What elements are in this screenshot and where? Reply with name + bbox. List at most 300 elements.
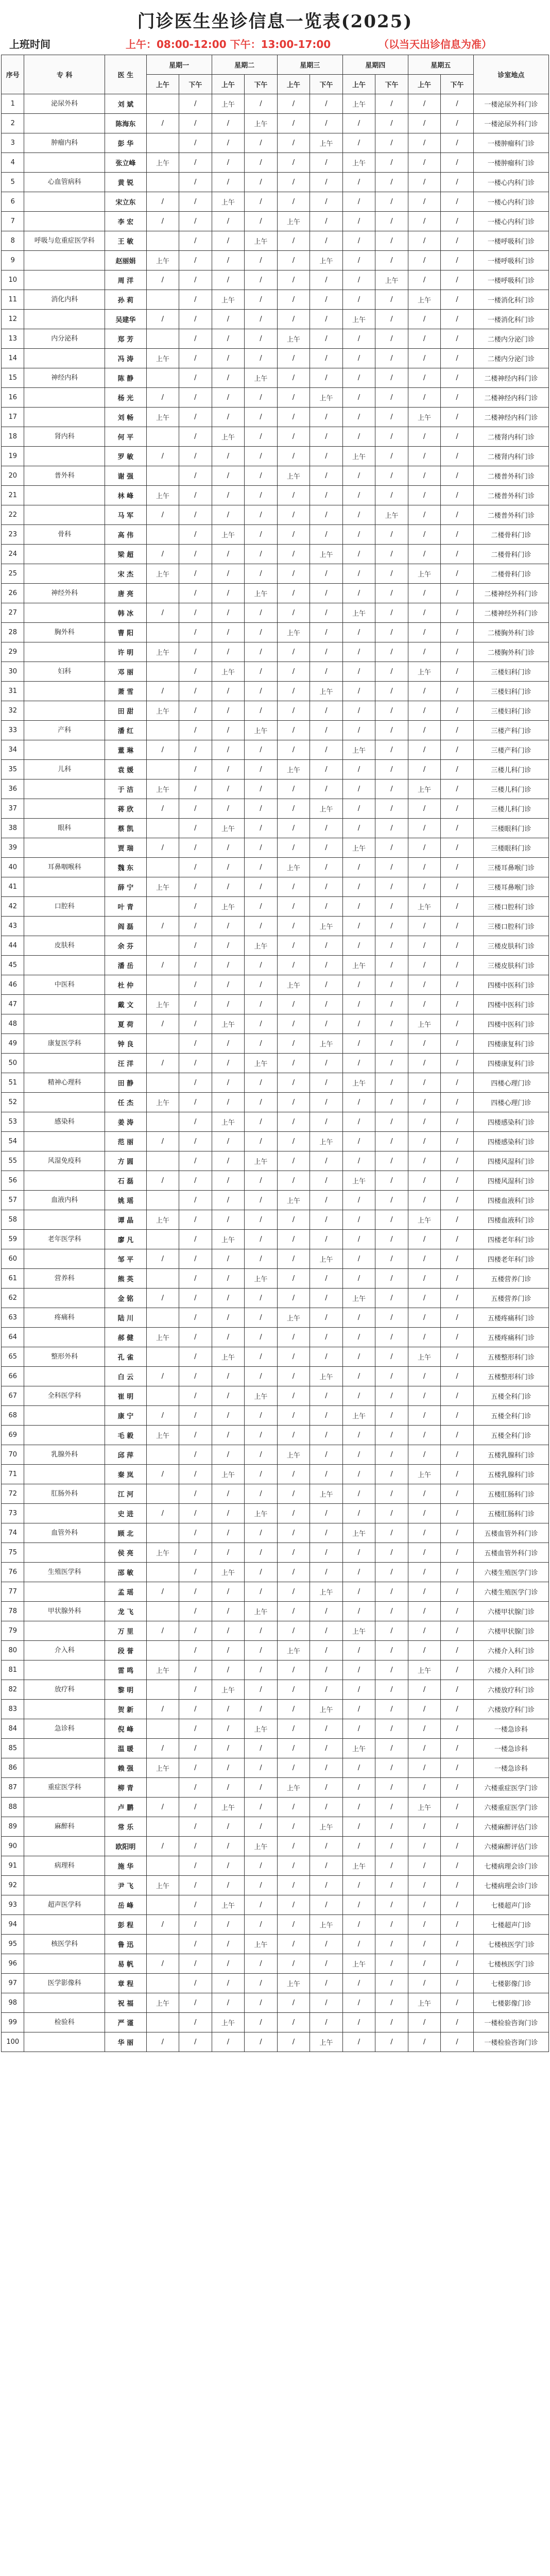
row-location: 五楼疼痛科门诊	[473, 1328, 548, 1347]
row-dept: 呼吸与危重症医学科	[24, 231, 105, 251]
row-index: 39	[2, 838, 24, 858]
row-index: 90	[2, 1837, 24, 1856]
slot-am-cell: /	[277, 1837, 310, 1856]
slot-pm-cell: /	[375, 1406, 408, 1426]
slot-am-cell: /	[277, 1093, 310, 1112]
row-location: 五楼乳腺科门诊	[473, 1445, 548, 1465]
row-index: 51	[2, 1073, 24, 1093]
slot-am-cell: /	[212, 1993, 245, 2013]
slot-pm-cell: /	[375, 1758, 408, 1778]
slot-am-cell: /	[342, 1798, 375, 1817]
row-index: 67	[2, 1386, 24, 1406]
slot-pm-cell: /	[441, 1778, 474, 1798]
row-index: 46	[2, 975, 24, 995]
slot-pm-cell: /	[375, 1504, 408, 1523]
row-dept	[24, 251, 105, 270]
slot-pm-cell: /	[310, 329, 343, 349]
table-row	[2, 1602, 549, 1621]
row-index: 77	[2, 1582, 24, 1602]
slot-am-cell: /	[342, 1034, 375, 1054]
slot-pm-cell: /	[441, 427, 474, 447]
table-row	[2, 1073, 549, 1093]
row-doctor: 田 甜	[105, 701, 146, 721]
row-index: 43	[2, 917, 24, 936]
row-location: 四楼风湿科门诊	[473, 1171, 548, 1191]
row-dept	[24, 1621, 105, 1641]
slot-am-cell: /	[342, 1895, 375, 1915]
slot-am-cell: /	[342, 1191, 375, 1210]
slot-am-cell: /	[212, 975, 245, 995]
slot-am-cell: /	[277, 701, 310, 721]
slot-am-cell: /	[342, 1112, 375, 1132]
row-index: 9	[2, 251, 24, 270]
row-doctor: 秦 岚	[105, 1465, 146, 1484]
slot-pm-cell: /	[441, 1993, 474, 2013]
slot-pm-cell: /	[310, 1504, 343, 1523]
row-dept	[24, 1582, 105, 1602]
slot-am-cell	[146, 1073, 179, 1093]
slot-am-cell: /	[408, 995, 441, 1014]
row-doctor: 邓 丽	[105, 662, 146, 682]
slot-pm-cell: /	[441, 799, 474, 819]
row-index: 72	[2, 1484, 24, 1504]
table-row	[2, 799, 549, 819]
slot-am-cell: /	[342, 192, 375, 212]
row-index: 22	[2, 505, 24, 525]
row-location: 五楼血管外科门诊	[473, 1523, 548, 1543]
slot-am-cell	[146, 1484, 179, 1504]
slot-pm-cell: /	[245, 642, 278, 662]
row-doctor: 龙 飞	[105, 1602, 146, 1621]
slot-am-cell	[146, 133, 179, 153]
table-row	[2, 1582, 549, 1602]
slot-am-cell: 上午	[146, 1876, 179, 1895]
slot-pm-cell: /	[441, 270, 474, 290]
table-row	[2, 760, 549, 779]
slot-pm-cell: /	[441, 1974, 474, 1993]
row-index: 20	[2, 466, 24, 486]
row-dept	[24, 838, 105, 858]
row-dept: 儿科	[24, 760, 105, 779]
slot-pm-cell: /	[375, 1935, 408, 1954]
slot-am-cell: /	[342, 1915, 375, 1935]
slot-pm-cell: /	[441, 1876, 474, 1895]
table-row	[2, 1328, 549, 1347]
slot-pm-cell: /	[441, 1719, 474, 1739]
slot-pm-cell: /	[375, 682, 408, 701]
slot-pm-cell: /	[375, 858, 408, 877]
slot-pm-cell: /	[375, 173, 408, 192]
row-location: 四楼感染科门诊	[473, 1112, 548, 1132]
slot-am-cell: /	[146, 1014, 179, 1034]
slot-am-cell: /	[146, 1132, 179, 1151]
slot-pm-cell: /	[375, 1230, 408, 1249]
row-dept: 超声医学科	[24, 1895, 105, 1915]
slot-am-cell: 上午	[277, 212, 310, 231]
slot-am-cell: /	[342, 212, 375, 231]
row-location: 五楼整形科门诊	[473, 1347, 548, 1367]
slot-am-cell: /	[342, 584, 375, 603]
slot-pm-cell: /	[375, 349, 408, 368]
slot-pm-cell: /	[310, 1073, 343, 1093]
row-doctor: 江 河	[105, 1484, 146, 1504]
slot-am-cell: 上午	[146, 1093, 179, 1112]
row-doctor: 陈 静	[105, 368, 146, 388]
slot-pm-cell: /	[179, 1406, 212, 1426]
slot-pm-cell: /	[310, 1876, 343, 1895]
slot-am-cell: /	[212, 1582, 245, 1602]
row-location: 一楼泌尿外科门诊	[473, 114, 548, 133]
row-doctor: 易 帆	[105, 1954, 146, 1974]
slot-pm-cell: /	[245, 1563, 278, 1582]
slot-am-cell: /	[277, 505, 310, 525]
slot-pm-cell: /	[441, 1621, 474, 1641]
row-dept	[24, 1660, 105, 1680]
slot-pm-cell: /	[245, 1367, 278, 1386]
table-row	[2, 838, 549, 858]
row-doctor: 邱 萍	[105, 1445, 146, 1465]
slot-am-cell: /	[342, 525, 375, 545]
slot-am-cell: /	[408, 133, 441, 153]
slot-pm-cell: /	[179, 133, 212, 153]
slot-pm-cell: /	[310, 408, 343, 427]
slot-am-cell: /	[212, 701, 245, 721]
row-doctor: 郝 健	[105, 1328, 146, 1347]
slot-am-cell: /	[408, 329, 441, 349]
header-am: 上午	[277, 75, 310, 94]
slot-am-cell: /	[342, 1876, 375, 1895]
slot-am-cell: /	[277, 1993, 310, 2013]
table-row	[2, 231, 549, 251]
slot-am-cell: 上午	[277, 1308, 310, 1328]
slot-pm-cell: /	[375, 1367, 408, 1386]
table-row	[2, 1680, 549, 1700]
slot-am-cell: 上午	[146, 251, 179, 270]
row-index: 38	[2, 819, 24, 838]
slot-pm-cell: /	[375, 1151, 408, 1171]
slot-pm-cell: /	[310, 1269, 343, 1289]
slot-pm-cell: 上午	[245, 114, 278, 133]
slot-pm-cell: /	[441, 114, 474, 133]
row-dept	[24, 877, 105, 897]
row-doctor: 邵 敏	[105, 1563, 146, 1582]
row-index: 64	[2, 1328, 24, 1347]
slot-pm-cell: /	[441, 1798, 474, 1817]
slot-pm-cell: 上午	[245, 936, 278, 956]
table-row	[2, 270, 549, 290]
slot-am-cell: /	[146, 1504, 179, 1523]
slot-pm-cell: /	[245, 192, 278, 212]
slot-am-cell: /	[212, 1406, 245, 1426]
slot-am-cell: /	[212, 1602, 245, 1621]
slot-pm-cell: /	[245, 466, 278, 486]
row-location: 三楼儿科门诊	[473, 799, 548, 819]
slot-pm-cell: /	[179, 2013, 212, 2032]
row-dept	[24, 153, 105, 173]
row-location: 四楼心理门诊	[473, 1093, 548, 1112]
slot-pm-cell: /	[245, 1014, 278, 1034]
slot-pm-cell: /	[245, 212, 278, 231]
slot-am-cell: /	[212, 995, 245, 1014]
slot-pm-cell: /	[375, 936, 408, 956]
slot-am-cell: /	[342, 173, 375, 192]
slot-am-cell: /	[342, 1484, 375, 1504]
slot-am-cell	[146, 1778, 179, 1798]
slot-am-cell: /	[342, 349, 375, 368]
row-dept	[24, 1504, 105, 1523]
row-index: 80	[2, 1641, 24, 1660]
slot-am-cell: /	[277, 936, 310, 956]
slot-pm-cell: /	[179, 877, 212, 897]
slot-pm-cell: /	[310, 349, 343, 368]
row-dept	[24, 1367, 105, 1386]
row-dept	[24, 1543, 105, 1563]
slot-am-cell	[146, 1856, 179, 1876]
slot-pm-cell: /	[441, 1837, 474, 1856]
header-day-1: 星期一	[146, 55, 212, 75]
slot-am-cell: /	[342, 760, 375, 779]
slot-am-cell: /	[408, 858, 441, 877]
row-dept: 甲状腺外科	[24, 1602, 105, 1621]
slot-pm-cell: /	[375, 1739, 408, 1758]
slot-pm-cell: /	[245, 1817, 278, 1837]
slot-am-cell: /	[408, 1758, 441, 1778]
slot-am-cell: /	[212, 877, 245, 897]
slot-pm-cell: /	[179, 1210, 212, 1230]
slot-am-cell: /	[212, 310, 245, 329]
slot-am-cell: /	[277, 290, 310, 310]
slot-am-cell: /	[408, 153, 441, 173]
slot-pm-cell: /	[179, 956, 212, 975]
slot-am-cell: /	[146, 1739, 179, 1758]
slot-am-cell: 上午	[277, 466, 310, 486]
slot-am-cell: /	[342, 231, 375, 251]
slot-am-cell: 上午	[408, 290, 441, 310]
row-dept: 放疗科	[24, 1680, 105, 1700]
table-row	[2, 956, 549, 975]
slot-pm-cell: /	[441, 1465, 474, 1484]
slot-pm-cell: /	[441, 740, 474, 760]
slot-am-cell: /	[342, 1210, 375, 1230]
table-row	[2, 486, 549, 505]
slot-am-cell: /	[277, 1954, 310, 1974]
slot-pm-cell: /	[179, 212, 212, 231]
slot-am-cell	[146, 368, 179, 388]
slot-am-cell: /	[342, 1700, 375, 1719]
slot-am-cell: 上午	[212, 290, 245, 310]
table-row	[2, 682, 549, 701]
slot-am-cell	[146, 1230, 179, 1249]
slot-am-cell: /	[277, 192, 310, 212]
slot-am-cell: /	[342, 682, 375, 701]
slot-am-cell: /	[212, 1719, 245, 1739]
row-doctor: 岳 峰	[105, 1895, 146, 1915]
header-pm: 下午	[245, 75, 278, 94]
slot-am-cell: /	[277, 1621, 310, 1641]
slot-am-cell: 上午	[277, 1778, 310, 1798]
slot-pm-cell: /	[179, 819, 212, 838]
row-index: 95	[2, 1935, 24, 1954]
row-doctor: 冯 涛	[105, 349, 146, 368]
slot-am-cell: 上午	[342, 1621, 375, 1641]
slot-pm-cell: /	[245, 1954, 278, 1974]
slot-am-cell: 上午	[408, 1347, 441, 1367]
row-doctor: 邹 平	[105, 1249, 146, 1269]
slot-am-cell: 上午	[408, 564, 441, 584]
slot-am-cell: /	[277, 153, 310, 173]
row-doctor: 白 云	[105, 1367, 146, 1386]
slot-am-cell: /	[212, 408, 245, 427]
slot-am-cell: /	[212, 564, 245, 584]
row-doctor: 吴建华	[105, 310, 146, 329]
slot-pm-cell: /	[179, 1367, 212, 1386]
row-doctor: 康 宁	[105, 1406, 146, 1426]
slot-pm-cell: 上午	[375, 270, 408, 290]
row-dept: 神经外科	[24, 584, 105, 603]
slot-pm-cell: /	[441, 1230, 474, 1249]
slot-am-cell: /	[342, 466, 375, 486]
slot-pm-cell: /	[310, 956, 343, 975]
slot-pm-cell: /	[310, 114, 343, 133]
slot-pm-cell: /	[179, 290, 212, 310]
slot-am-cell: /	[408, 1269, 441, 1289]
row-location: 二楼神经内科门诊	[473, 408, 548, 427]
slot-pm-cell: /	[245, 1465, 278, 1484]
slot-pm-cell: /	[179, 1837, 212, 1856]
row-dept	[24, 1758, 105, 1778]
slot-pm-cell: /	[310, 897, 343, 917]
slot-am-cell: /	[212, 1778, 245, 1798]
slot-am-cell: /	[212, 1739, 245, 1758]
slot-pm-cell: /	[375, 1680, 408, 1700]
slot-pm-cell: /	[375, 1582, 408, 1602]
slot-am-cell: /	[408, 1191, 441, 1210]
slot-am-cell	[146, 936, 179, 956]
row-dept	[24, 1465, 105, 1484]
row-dept	[24, 408, 105, 427]
row-doctor: 毛 毅	[105, 1426, 146, 1445]
slot-pm-cell: /	[179, 1876, 212, 1895]
slot-am-cell: /	[408, 1582, 441, 1602]
slot-am-cell: 上午	[342, 603, 375, 623]
slot-am-cell	[146, 623, 179, 642]
slot-pm-cell: /	[375, 1798, 408, 1817]
slot-pm-cell: /	[310, 466, 343, 486]
slot-pm-cell: /	[441, 1915, 474, 1935]
slot-am-cell: /	[342, 2013, 375, 2032]
slot-pm-cell: /	[441, 1523, 474, 1543]
row-index: 7	[2, 212, 24, 231]
row-dept	[24, 1249, 105, 1269]
slot-am-cell: /	[146, 740, 179, 760]
slot-pm-cell: /	[310, 1563, 343, 1582]
slot-am-cell: /	[408, 1778, 441, 1798]
slot-pm-cell: /	[245, 1700, 278, 1719]
slot-am-cell: /	[277, 1034, 310, 1054]
slot-pm-cell: /	[375, 740, 408, 760]
slot-am-cell: /	[408, 1680, 441, 1700]
slot-am-cell: /	[212, 1621, 245, 1641]
slot-am-cell: /	[408, 486, 441, 505]
slot-am-cell: /	[277, 1915, 310, 1935]
slot-pm-cell: /	[179, 1230, 212, 1249]
slot-am-cell: /	[212, 1034, 245, 1054]
slot-am-cell: /	[408, 251, 441, 270]
slot-am-cell: /	[277, 525, 310, 545]
row-location: 六楼生殖医学门诊	[473, 1563, 548, 1582]
slot-pm-cell: /	[310, 721, 343, 740]
slot-pm-cell: /	[310, 819, 343, 838]
slot-am-cell	[146, 1191, 179, 1210]
slot-am-cell: /	[408, 1328, 441, 1347]
slot-pm-cell: /	[179, 1935, 212, 1954]
row-doctor: 张立峰	[105, 153, 146, 173]
table-row	[2, 153, 549, 173]
row-doctor: 余 芬	[105, 936, 146, 956]
slot-am-cell: /	[212, 760, 245, 779]
row-index: 15	[2, 368, 24, 388]
row-location: 三楼产科门诊	[473, 740, 548, 760]
slot-am-cell: /	[342, 858, 375, 877]
schedule-note: （以当天出诊信息为准）	[379, 38, 492, 50]
row-doctor: 夏 荷	[105, 1014, 146, 1034]
row-location: 四楼心理门诊	[473, 1073, 548, 1093]
table-row	[2, 1426, 549, 1445]
slot-am-cell: /	[146, 682, 179, 701]
row-dept: 精神心理科	[24, 1073, 105, 1093]
slot-am-cell: /	[342, 1151, 375, 1171]
slot-am-cell: /	[408, 1054, 441, 1073]
slot-am-cell: /	[277, 838, 310, 858]
row-location: 一楼检验咨询门诊	[473, 2032, 548, 2052]
row-location: 七楼超声门诊	[473, 1915, 548, 1935]
working-hours-label: 上班时间	[9, 38, 50, 50]
slot-am-cell: /	[342, 1543, 375, 1563]
row-dept	[24, 642, 105, 662]
slot-pm-cell: /	[179, 1073, 212, 1093]
slot-am-cell: /	[212, 1484, 245, 1504]
slot-pm-cell: /	[375, 290, 408, 310]
table-row	[2, 779, 549, 799]
slot-pm-cell: /	[179, 1171, 212, 1191]
slot-pm-cell: /	[245, 1328, 278, 1347]
slot-am-cell: /	[212, 584, 245, 603]
slot-pm-cell: /	[441, 897, 474, 917]
slot-pm-cell: /	[245, 603, 278, 623]
slot-pm-cell: /	[310, 1523, 343, 1543]
row-dept	[24, 995, 105, 1014]
slot-am-cell: /	[342, 427, 375, 447]
row-doctor: 崔 明	[105, 1386, 146, 1406]
row-index: 37	[2, 799, 24, 819]
row-index: 89	[2, 1817, 24, 1837]
slot-am-cell: /	[212, 1386, 245, 1406]
slot-pm-cell: /	[179, 1328, 212, 1347]
slot-pm-cell: /	[441, 1641, 474, 1660]
slot-pm-cell: /	[441, 701, 474, 721]
slot-pm-cell: /	[375, 2013, 408, 2032]
slot-am-cell: 上午	[277, 1974, 310, 1993]
slot-am-cell: /	[146, 1798, 179, 1817]
slot-pm-cell: /	[310, 975, 343, 995]
slot-pm-cell: /	[375, 1484, 408, 1504]
slot-am-cell: 上午	[212, 1798, 245, 1817]
row-index: 49	[2, 1034, 24, 1054]
row-location: 七楼核医学门诊	[473, 1935, 548, 1954]
slot-pm-cell: /	[310, 1210, 343, 1230]
row-location: 一楼心内科门诊	[473, 212, 548, 231]
slot-pm-cell: /	[310, 1289, 343, 1308]
